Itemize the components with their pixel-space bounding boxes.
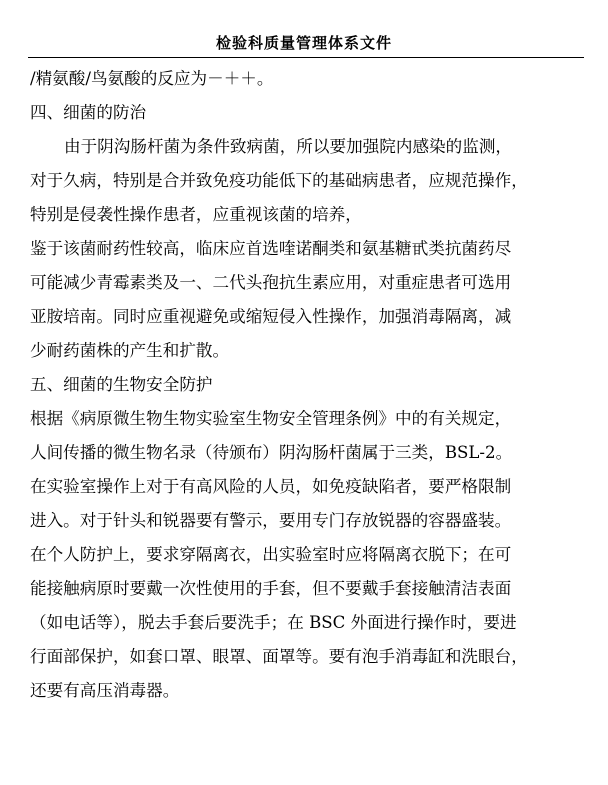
text-line: 根据《病原微生物生物实验室生物安全管理条例》中的有关规定， bbox=[30, 409, 512, 428]
text-line: 亚胺培南。同时应重视避免或缩短侵入性操作，加强消毒隔离，减 bbox=[30, 307, 512, 326]
text-line: 可能减少青霉素类及一、二代头孢抗生素应用，对重症患者可选用 bbox=[30, 273, 512, 292]
section-heading-prevention: 四、细菌的防治 bbox=[30, 103, 147, 122]
document-body bbox=[30, 62, 586, 708]
text-line: /精氨酸/鸟氨酸的反应为－＋＋。 bbox=[30, 69, 274, 88]
text-line: 行面部保护，如套口罩、眼罩、面罩等。要有泡手消毒缸和洗眼台， bbox=[30, 647, 528, 666]
text-line: 人间传播的微生物名录（待颁布）阴沟肠杆菌属于三类，BSL-2。 bbox=[30, 443, 513, 462]
text-line: （如电话等），脱去手套后要洗手；在 BSC 外面进行操作时，要进 bbox=[30, 613, 517, 632]
text-line: 特别是侵袭性操作患者，应重视该菌的培养， bbox=[30, 205, 362, 224]
text-line: 进入。对于针头和锐器要有警示，要用专门存放锐器的容器盛装。 bbox=[30, 511, 512, 530]
text-line: 少耐药菌株的产生和扩散。 bbox=[30, 341, 230, 360]
text-line: 在实验室操作上对于有高风险的人员，如免疫缺陷者，要严格限制 bbox=[30, 477, 512, 496]
text-line: 对于久病，特别是合并致免疫功能低下的基础病患者，应规范操作， bbox=[30, 171, 528, 190]
page-header-title: 检验科质量管理体系文件 bbox=[215, 34, 392, 52]
text-line: 在个人防护上，要求穿隔离衣，出实验室时应将隔离衣脱下；在可 bbox=[30, 545, 512, 564]
text-line: 能接触病原时要戴一次性使用的手套，但不要戴手套接触清洁表面 bbox=[30, 579, 512, 598]
section-heading-biosafety: 五、细菌的生物安全防护 bbox=[30, 375, 213, 394]
text-line: 还要有高压消毒器。 bbox=[30, 681, 180, 700]
text-line: 鉴于该菌耐药性较高，临床应首选喹诺酮类和氨基糖甙类抗菌药尽 bbox=[30, 239, 512, 258]
header-divider bbox=[28, 57, 584, 58]
text-line: 由于阴沟肠杆菌为条件致病菌，所以要加强院内感染的监测， bbox=[64, 137, 513, 156]
